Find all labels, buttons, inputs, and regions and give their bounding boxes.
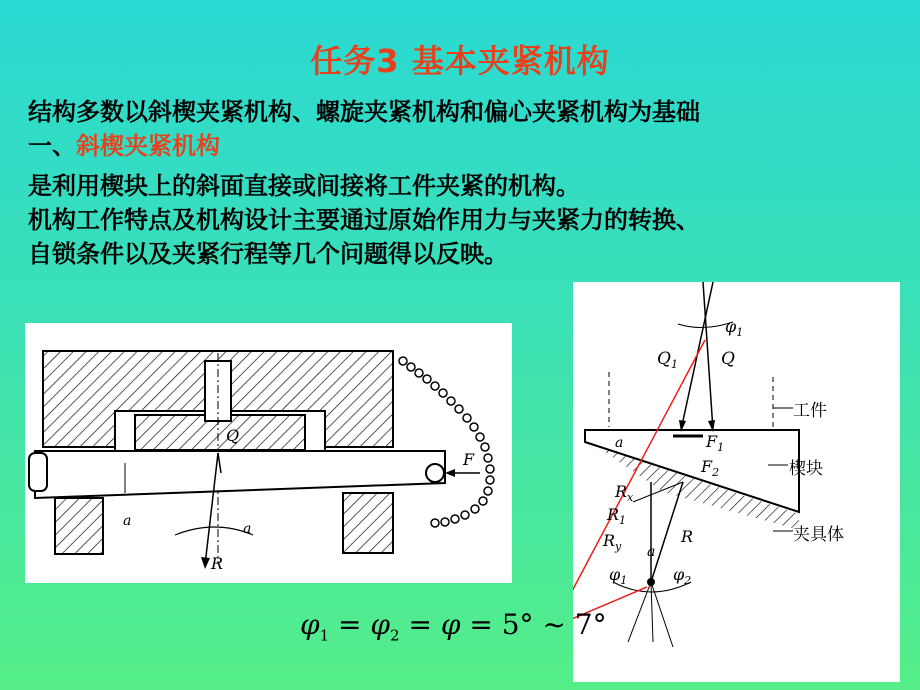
label-F: F [463,450,475,469]
force-analysis-figure [573,282,900,682]
support-right [343,493,393,553]
wedge-clamp-drawing [25,323,512,583]
label-alpha: a [615,435,624,451]
text-line-2 [28,126,220,161]
label-Q: Q [226,426,240,445]
label-alpha-2: a [647,544,656,560]
label-wedge: 楔块 [789,459,823,479]
label-fixture: 夹具体 [793,525,844,545]
label-alpha-1: a [123,513,132,529]
label-Rx: $R_x$ [615,482,634,504]
label-F2: $F_2$ [701,457,720,479]
support-left [55,498,103,554]
label-F1: $F_1$ [706,432,725,454]
label-Q: Q [721,349,735,369]
text-line-5: 自锁条件以及夹紧行程等几个问题得以反映。 [28,240,508,268]
text-line-4: 机构工作特点及机构设计主要通过原始作用力与夹紧力的转换、 [28,206,700,234]
wedge-clamp-figure [25,323,512,583]
text-line-3: 是利用楔块上的斜面直接或间接将工件夹紧的机构。 [28,172,580,200]
label-R1: $R_1$ [607,505,627,527]
label-phi1-top: $\varphi_1$ [725,317,744,339]
force-analysis-drawing [573,282,900,682]
wedge-rod [35,451,445,498]
label-R: R [211,554,224,573]
text-line-1: 结构多数以斜楔夹紧机构、螺旋夹紧机构和偏心夹紧机构为基础 [28,98,700,126]
chain [399,357,494,527]
label-phi2: $\varphi_2$ [673,565,692,587]
label-phi1: $\varphi_1$ [609,565,628,587]
label-alpha-2: a [243,521,252,537]
section-number: 一、 [28,132,76,160]
label-Ry: $R_y$ [603,531,622,553]
section-heading: 斜楔夹紧机构 [76,132,220,160]
slide-title: 任务3 基本夹紧机构 [310,42,610,80]
label-Q1: $Q_1$ [657,349,678,371]
label-workpiece: 工件 [793,401,827,421]
friction-angle-formula: $\varphi_1 = \varphi_2 = \varphi = 5^\circ$ ~ 7° [300,608,607,645]
label-R: R [681,527,694,546]
